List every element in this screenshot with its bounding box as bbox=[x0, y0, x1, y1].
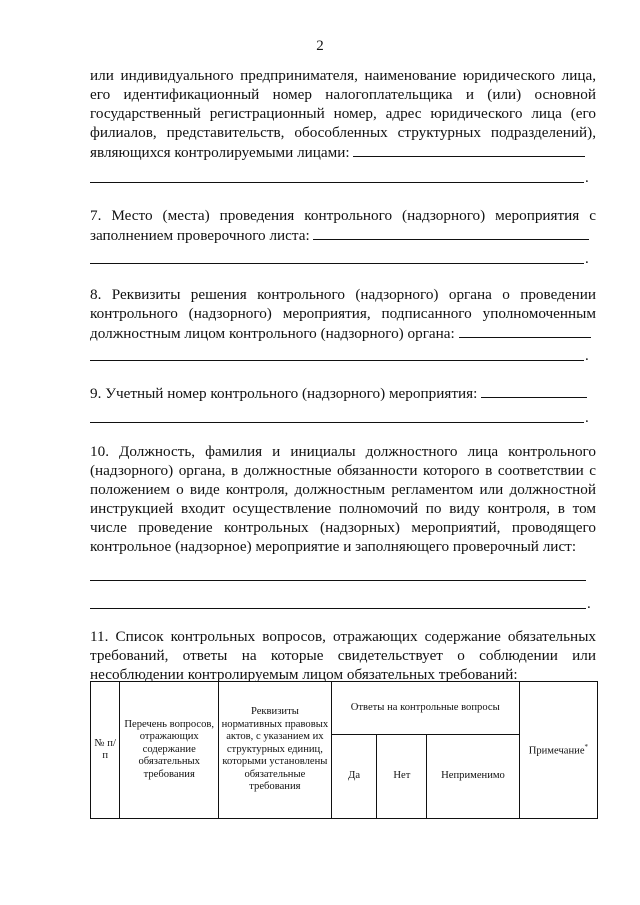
answer-na-header: Неприменимо bbox=[427, 735, 519, 819]
note-footnote-mark: * bbox=[584, 743, 589, 752]
col-answers-header: Ответы на контрольные вопросы bbox=[331, 682, 519, 735]
col-questions-header: Перечень вопросов, отражающих содержание обязательных требования bbox=[120, 682, 219, 819]
section-10-text: 10. Должность, фамилия и инициалы должностного лица контрольного (надзорного) органа, в должностные обязанности которого в соответствии с положением о виде контроля, должностным регламентом или должностной инструкцией входит осуществление полномочий по виду контроля, в том числе проведение контрольных (надзорных) мероприятий, проводящего контрольное (надзорное) мероприятие и заполняющего проверочный лист: bbox=[90, 443, 596, 555]
inspection-place-field-line-2[interactable] bbox=[90, 263, 584, 264]
line-end-mark: . bbox=[585, 348, 589, 364]
section-10 bbox=[90, 442, 596, 556]
section-9-text: 9. Учетный номер контрольного (надзорного) мероприятия: bbox=[90, 385, 478, 402]
inspection-place-field[interactable] bbox=[313, 225, 589, 240]
section-8 bbox=[90, 285, 596, 343]
col-requisites-header: Реквизиты нормативных правовых актов, с указанием их структурных единиц, которыми установлены обязательные требования bbox=[219, 682, 332, 819]
checklist-table bbox=[90, 681, 598, 819]
col-note-label: Примечание bbox=[528, 746, 585, 758]
decision-requisites-field[interactable] bbox=[459, 323, 591, 338]
section-7 bbox=[90, 206, 596, 245]
section-9 bbox=[90, 383, 596, 403]
official-info-field-line-1[interactable] bbox=[90, 580, 586, 581]
controlled-persons-field[interactable] bbox=[353, 142, 585, 157]
section-8-text: 8. Реквизиты решения контрольного (надзорного) органа о проведении контрольного (надзорного) мероприятия, подписанного уполномоченным должностным лицом контрольного (надзорного) органа: bbox=[90, 286, 596, 342]
registration-number-field-line-2[interactable] bbox=[90, 422, 584, 423]
official-info-field-line-2[interactable] bbox=[90, 608, 586, 609]
controlled-persons-field-line-2[interactable] bbox=[90, 182, 584, 183]
line-end-mark: . bbox=[585, 170, 589, 186]
line-end-mark: . bbox=[587, 596, 591, 612]
answer-no-header: Нет bbox=[377, 735, 427, 819]
answer-yes-header: Да bbox=[331, 735, 377, 819]
section-5-text: или индивидуального предпринимателя, наименование юридического лица, его идентификационный номер налогоплательщика и (или) основной государственный регистрационный номер, адрес юридического лица (его филиалов, представительств, обособленных структурных подразделений), являющихся контролируемыми лицами: bbox=[90, 67, 596, 161]
section-7-text: 7. Место (места) проведения контрольного (надзорного) мероприятия с заполнением проверочного листа: bbox=[90, 207, 596, 244]
section-11 bbox=[90, 627, 596, 684]
col-number-header: № п/п bbox=[91, 682, 120, 819]
page-number: 2 bbox=[316, 38, 324, 54]
registration-number-field[interactable] bbox=[481, 383, 587, 398]
col-note-header bbox=[519, 682, 597, 819]
table-header-row-1 bbox=[91, 682, 598, 735]
line-end-mark: . bbox=[585, 251, 589, 267]
section-5-continuation bbox=[90, 66, 596, 162]
line-end-mark: . bbox=[585, 410, 589, 426]
section-11-text: 11. Список контрольных вопросов, отражающих содержание обязательных требований, ответы на которые свидетельствует о соблюдении или несоблюдении контролируемым лицом обязательных требований: bbox=[90, 628, 596, 683]
decision-requisites-field-line-2[interactable] bbox=[90, 360, 584, 361]
